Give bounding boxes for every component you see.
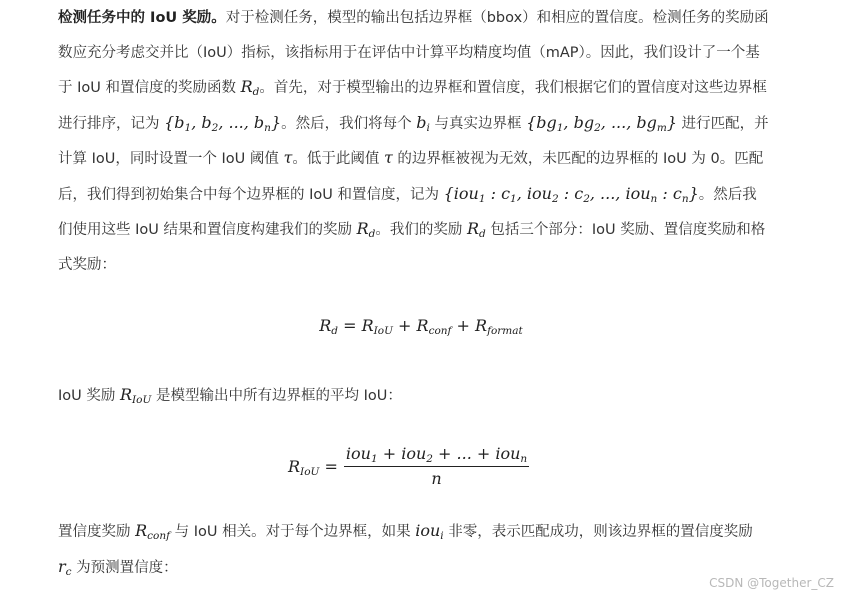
- equation-lhs: $R_{IoU}$ =: [288, 456, 338, 478]
- iou-reward-paragraph: [58, 378, 770, 414]
- conf-text-4: 为预测置信度：: [71, 559, 178, 576]
- math-r-conf: $R_{conf}$: [135, 521, 171, 542]
- csdn-watermark: CSDN @Together_CZ: [709, 576, 834, 590]
- intro-paragraph: [58, 1, 770, 282]
- math-tau: τ: [283, 148, 293, 167]
- intro-text-3: 。然后，我们将每个: [281, 115, 417, 132]
- intro-text-4: 与真实边界框: [429, 115, 527, 132]
- conf-text-3: 非零，表示匹配成功，则该边界框的置信度奖励: [443, 524, 753, 540]
- intro-text-2: 。首先，对于模型输出的边界框和置信度，我们根据它们的置信度对这些边界框进行排序，记为: [58, 80, 767, 132]
- math-r-iou: $R_{IoU}$: [119, 385, 152, 406]
- math-gt-set: {$bg_1$, $bg_2$, ..., $bg_m$}: [526, 112, 678, 134]
- confidence-reward-paragraph: [58, 514, 770, 585]
- fraction-numerator: iou$_1$ + iou$_2$ + ... + iou$_n$: [345, 444, 528, 465]
- iou-text-1: IoU 奖励: [58, 388, 120, 404]
- math-b-i: $b_i$: [416, 112, 430, 134]
- math-iou-conf-set: {iou$_1$ : $c_1$, iou$_2$ : $c_2$, ..., iou$_n$ : $c_n$}: [443, 183, 699, 205]
- equation-reward-sum: $R_d = R_{IoU} + R_{conf} + R_{format}$: [319, 316, 523, 337]
- math-r-c: $r_c$: [58, 556, 72, 578]
- intro-text-8: 。然后我们使用这些 IoU 结果和置信度构建我们的奖励: [58, 186, 757, 238]
- math-box-set: {$b_1$, $b_2$, ..., $b_n$}: [164, 112, 282, 134]
- intro-text-1: 对于检测任务，模型的输出包括边界框（bbox）和相应的置信度。检测任务的奖励函数应充分考虑交并比（IoU）指标，该指标用于在评估中计算平均精度均值（mAP）。因此，我们设计了一个基于 IoU 和置信度的奖励函数: [58, 10, 769, 96]
- intro-heading: 检测任务中的 IoU 奖励。: [58, 10, 226, 26]
- fraction-denominator: n: [431, 469, 442, 488]
- equation-mean-iou: [288, 444, 529, 488]
- intro-text-5: 进行匹配，并计算 IoU，同时设置一个 IoU 阈值: [58, 115, 769, 167]
- math-r-d-2: $R_d$: [356, 219, 376, 240]
- intro-text-7: 的边界框被视为无效，未匹配的边界框的 IoU 为 0。匹配后，我们得到初始集合中每个边界框的 IoU 和置信度，记为: [58, 151, 764, 203]
- intro-text-6: 。低于此阈值: [292, 151, 384, 167]
- intro-text-9: 。我们的奖励: [375, 222, 467, 238]
- conf-text-1: 置信度奖励: [58, 524, 136, 540]
- math-iou-i: iou$_i$: [415, 521, 444, 542]
- intro-text-10: 包括三个部分：IoU 奖励、置信度奖励和格式奖励：: [58, 222, 766, 273]
- math-tau-2: τ: [383, 148, 393, 167]
- fraction: [344, 444, 529, 488]
- conf-text-2: 与 IoU 相关。对于每个边界框，如果: [170, 524, 416, 540]
- math-r-d-3: $R_d$: [466, 219, 486, 240]
- iou-text-2: 是模型输出中所有边界框的平均 IoU：: [151, 388, 402, 404]
- math-r-d: $R_d$: [240, 77, 260, 98]
